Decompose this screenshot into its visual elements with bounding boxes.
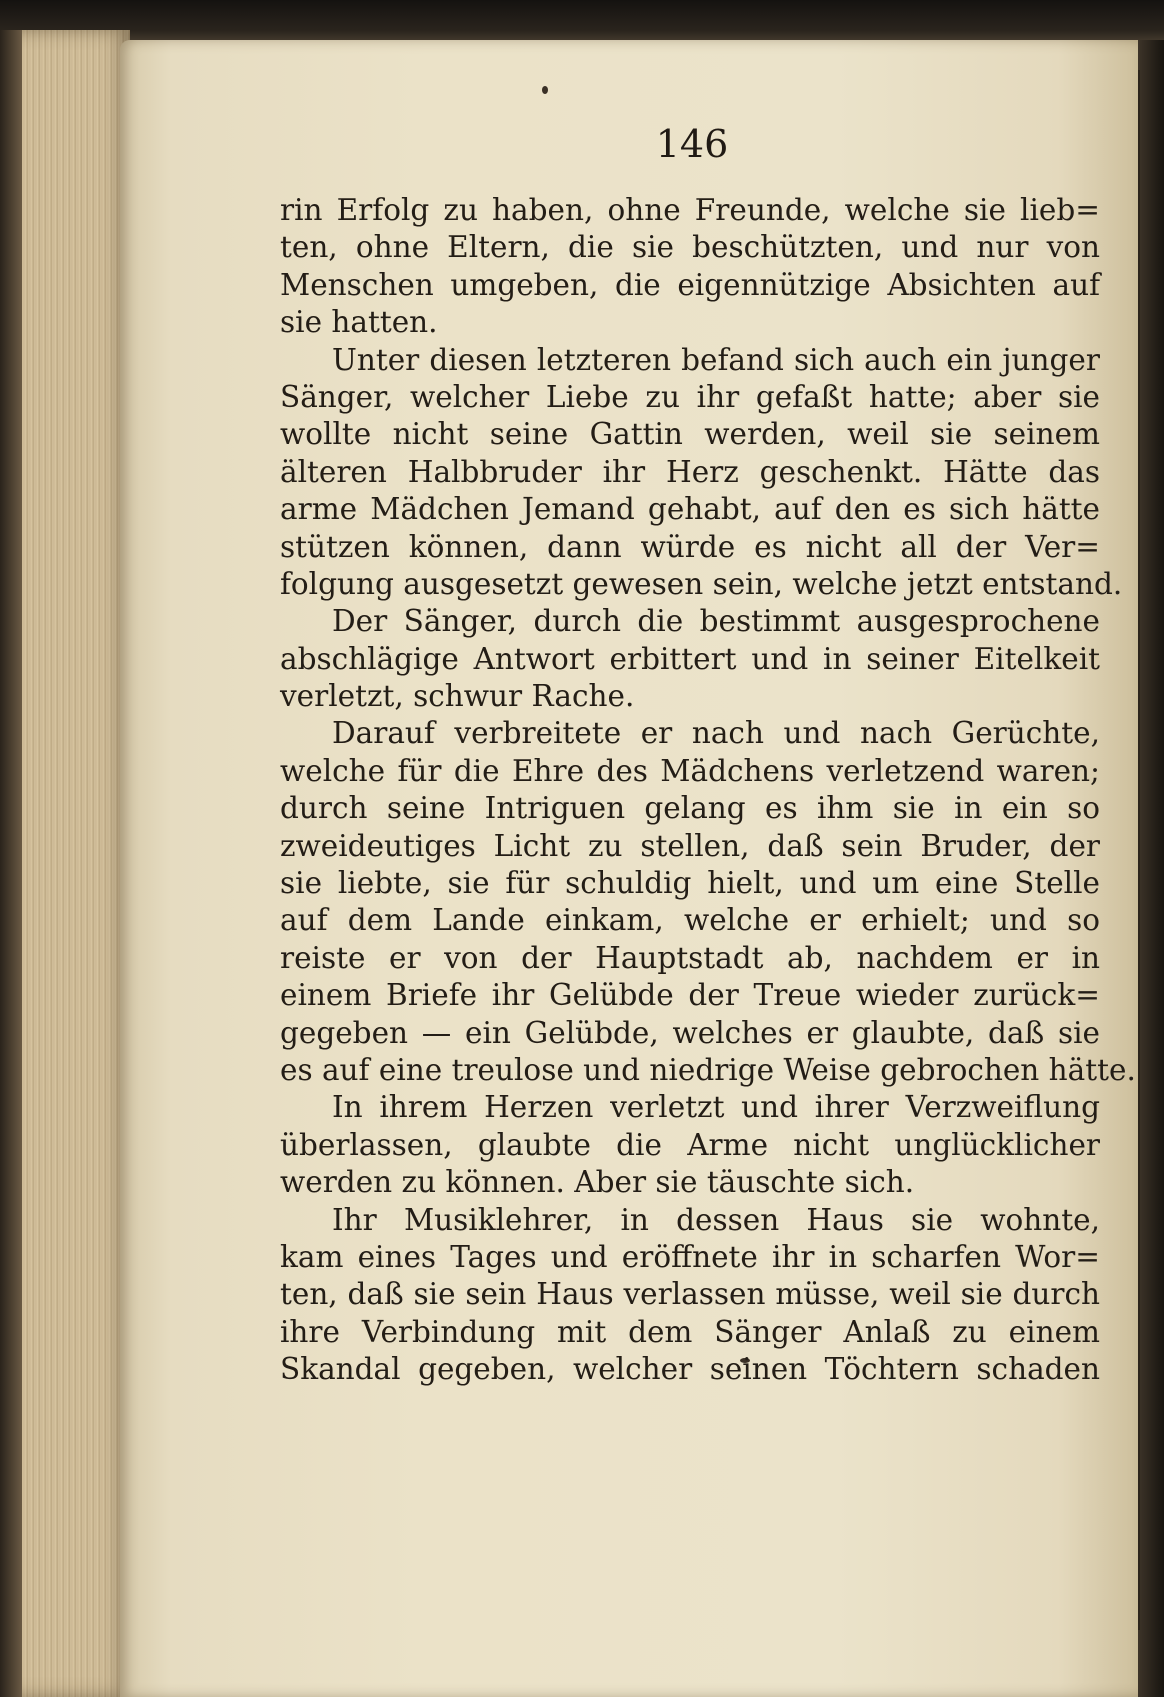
text-line: Sänger, welcher Liebe zu ihr gefaßt hatte; aber sie <box>280 379 1100 414</box>
text-line: sie hatten. <box>280 305 438 340</box>
text-line: ihre Verbindung mit dem Sänger Anlaß zu einem <box>280 1314 1100 1349</box>
text-line: stützen können, dann würde es nicht all der Ver= <box>280 529 1100 564</box>
text-line: Skandal gegeben, welcher seinen Töchtern schaden <box>280 1352 1100 1387</box>
text-line: ten, ohne Eltern, die sie beschützten, und nur von <box>280 230 1100 265</box>
text-line: es auf eine treulose und niedrige Weise gebrochen hätte. <box>280 1052 1136 1087</box>
text-line: Menschen umgeben, die eigennützige Absichten auf <box>280 267 1100 302</box>
text-line: In ihrem Herzen verletzt und ihrer Verzweiflung <box>332 1090 1100 1125</box>
text-line: einem Briefe ihr Gelübde der Treue wieder zurück= <box>280 978 1100 1013</box>
text-line: zweideutiges Licht zu stellen, daß sein Bruder, der <box>280 828 1100 863</box>
text-line: arme Mädchen Jemand gehabt, auf den es sich hätte <box>280 492 1100 527</box>
text-line: durch seine Intriguen gelang es ihm sie in ein so <box>280 791 1100 826</box>
text-line: verletzt, schwur Rache. <box>280 679 635 714</box>
book-page-stack <box>0 30 130 1697</box>
text-line: überlassen, glaubte die Arme nicht unglücklicher <box>280 1127 1100 1162</box>
text-line: Unter diesen letzteren befand sich auch ein junger <box>332 342 1100 377</box>
right-edge-rule <box>1138 70 1140 1630</box>
text-line: auf dem Lande einkam, welche er erhielt; und so <box>280 903 1100 938</box>
text-line: wollte nicht seine Gattin werden, weil sie seinem <box>280 417 1100 452</box>
page-number: 146 <box>655 122 729 166</box>
text-line: reiste er von der Hauptstadt ab, nachdem er in <box>280 940 1100 975</box>
text-line: älteren Halbbruder ihr Herz geschenkt. Hätte das <box>280 454 1100 489</box>
text-line: gegeben — ein Gelübde, welches er glaubte, daß sie <box>280 1015 1100 1050</box>
ink-speck <box>542 86 548 94</box>
right-book-edge <box>1138 40 1164 1697</box>
text-line: kam eines Tages und eröffnete ihr in scharfen Wor= <box>280 1239 1100 1274</box>
text-line: abschlägige Antwort erbittert und in seiner Eitelkeit <box>280 641 1100 676</box>
text-line: folgung ausgesetzt gewesen sein, welche jetzt entstand. <box>280 566 1123 601</box>
text-line: Der Sänger, durch die bestimmt ausgesprochene <box>332 604 1100 639</box>
top-book-edge <box>0 0 1164 44</box>
text-line: Darauf verbreitete er nach und nach Gerüchte, <box>332 716 1100 751</box>
text-line: werden zu können. Aber sie täuschte sich. <box>280 1165 915 1200</box>
text-line: welche für die Ehre des Mädchens verletzend waren; <box>280 753 1100 788</box>
text-line: Ihr Musiklehrer, in dessen Haus sie wohnte, <box>332 1202 1100 1237</box>
text-line: ten, daß sie sein Haus verlassen müsse, weil sie durch <box>280 1277 1100 1312</box>
body-text <box>280 192 1136 1389</box>
text-line: sie liebte, sie für schuldig hielt, und um eine Stelle <box>280 866 1100 901</box>
text-line: rin Erfolg zu haben, ohne Freunde, welche sie lieb= <box>280 193 1100 227</box>
